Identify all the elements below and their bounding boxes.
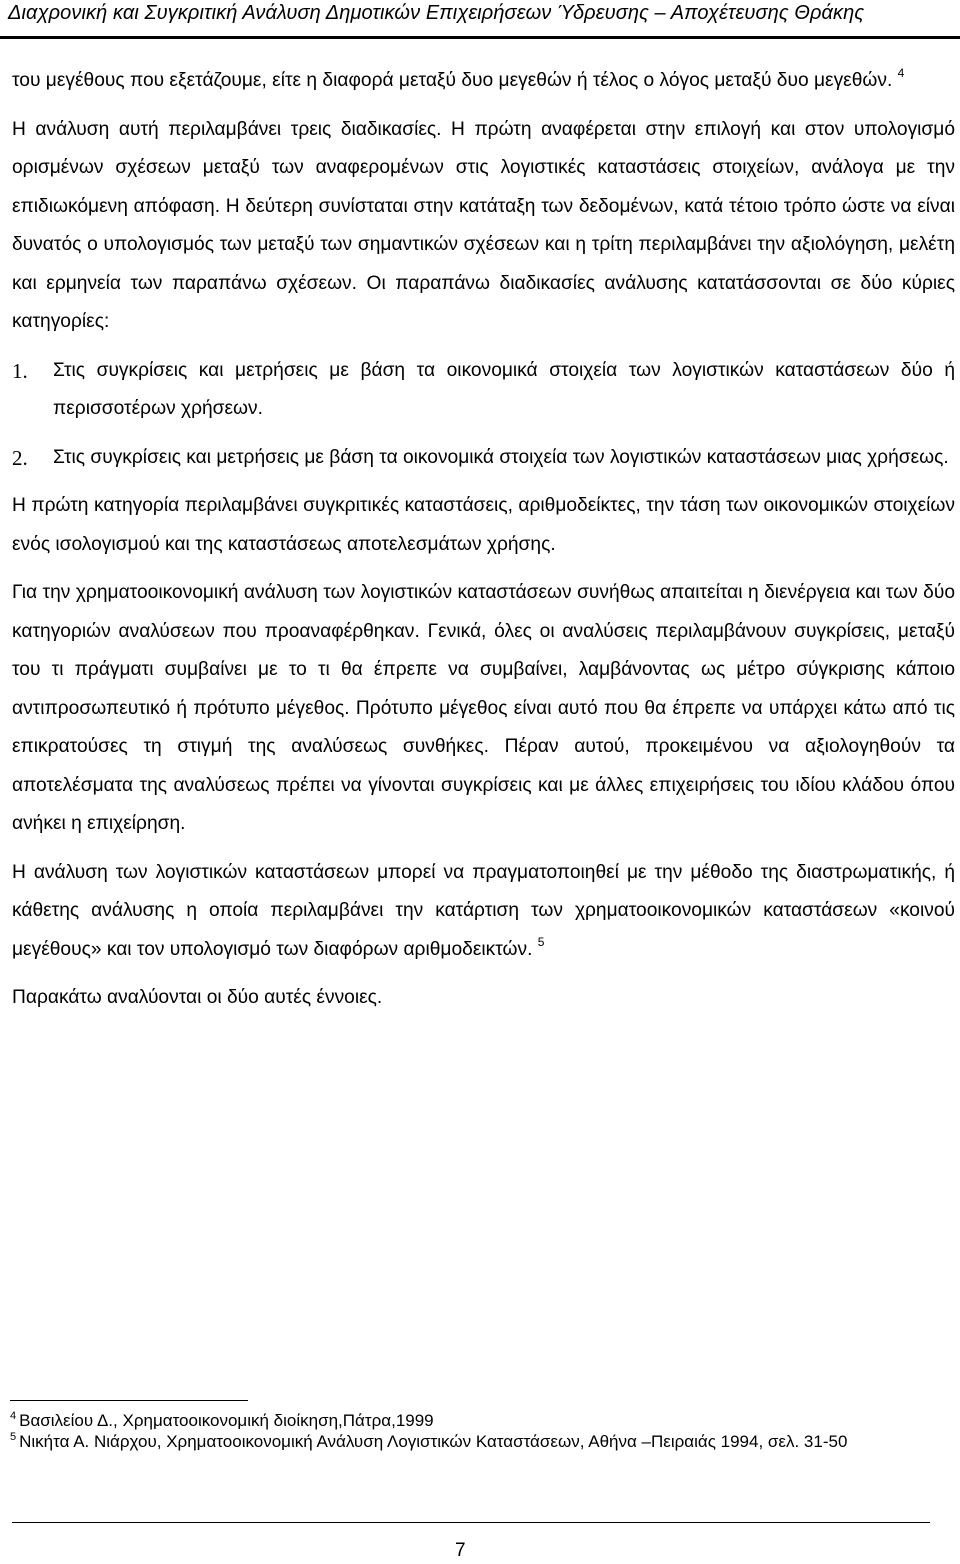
paragraph-3: Η πρώτη κατηγορία περιλαμβάνει συγκριτικές καταστάσεις, αριθμοδείκτες, την τάση των οικονομικών στοιχείων ενός ισολογισμού και της καταστάσεως αποτελεσμάτων χρήσης. xyxy=(12,495,955,555)
footnote-text: Βασιλείου Δ., Χρηματοοικονομική διοίκηση,Πάτρα,1999 xyxy=(19,1411,434,1430)
footer-divider xyxy=(12,1522,930,1523)
footnote-4 xyxy=(10,1410,940,1431)
header-title: Διαχρονική και Συγκριτική Ανάλυση Δημοτικών Επιχειρήσεων Ύδρευσης – Αποχέτευσης Θράκης xyxy=(8,2,865,24)
paragraph-6: Παρακάτω αναλύονται οι δύο αυτές έννοιες. xyxy=(12,987,383,1008)
footnote-number: 4 xyxy=(10,1410,17,1422)
paragraph-1 xyxy=(12,62,955,101)
list-item xyxy=(12,439,955,478)
footnotes xyxy=(10,1400,940,1452)
footnote-divider xyxy=(10,1400,248,1401)
footnote-ref-5[interactable]: 5 xyxy=(537,934,545,949)
running-header xyxy=(0,0,960,26)
numbered-list xyxy=(12,352,955,478)
paragraph-5-text: Η ανάλυση των λογιστικών καταστάσεων μπορεί να πραγματοποιηθεί με την μέθοδο της διαστρωματικής, ή κάθετης ανάλυσης η οποία περιλαμβάνει την κατάρτιση των χρηματοοικονομικών καταστάσεων «κοινού μεγέθους» και τον υπολογισμό των διαφόρων αριθμοδεικτών. xyxy=(12,861,955,960)
paragraph-1-text: του μεγέθους που εξετάζουμε, είτε η διαφορά μεταξύ δυο μεγεθών ή τέλος ο λόγος μεταξύ δυο μεγεθών. xyxy=(12,70,893,91)
page-number: 7 xyxy=(455,1540,466,1561)
list-item-text: Στις συγκρίσεις και μετρήσεις με βάση τα οικονομικά στοιχεία των λογιστικών καταστάσεων δύο ή περισσοτέρων χρήσεων. xyxy=(53,359,955,419)
footnote-text: Νικήτα Α. Νιάρχου, Χρηματοοικονομική Ανάλυση Λογιστικών Καταστάσεων, Αθήνα –Πειραιάς 1994, σελ. 31-50 xyxy=(19,1432,848,1451)
document-body xyxy=(12,62,955,1018)
footnote-5 xyxy=(10,1431,940,1452)
footnote-ref-4[interactable]: 4 xyxy=(897,66,905,80)
list-item xyxy=(12,352,955,429)
paragraph-5 xyxy=(12,854,955,970)
list-item-number: 2. xyxy=(12,445,28,470)
paragraph-2: Η ανάλυση αυτή περιλαμβάνει τρεις διαδικασίες. Η πρώτη αναφέρεται στην επιλογή και στον υπολογισμό ορισμένων σχέσεων μεταξύ των αναφερομένων στις λογιστικές καταστάσεις στοιχείων, ανάλογα με την επιδιωκόμενη απόφαση. Η δεύτερη συνίσταται στην κατάταξη των δεδομένων, κατά τέτοιο τρόπο ώστε να είναι δυνατός ο υπολογισμός των μεταξύ των σημαντικών σχέσεων και η τρίτη περιλαμβάνει την αξιολόγηση, μελέτη και ερμηνεία των παραπάνω σχέσεων. Οι παραπάνω διαδικασίες ανάλυσης κατατάσσονται σε δύο κύριες κατηγορίες: xyxy=(12,118,955,332)
paragraph-4: Για την χρηματοοικονομική ανάλυση των λογιστικών καταστάσεων συνήθως απαιτείται η διενέργεια και των δύο κατηγοριών αναλύσεων που προαναφέρθηκαν. Γενικά, όλες οι αναλύσεις περιλαμβάνουν συγκρίσεις, μεταξύ του τι πράγματι συμβαίνει με το τι θα έπρεπε να συμβαίνει, λαμβάνοντας ως μέτρο σύγκρισης κάποιο αντιπροσωπευτικό ή πρότυπο μέγεθος. Πρότυπο μέγεθος είναι αυτό που θα έπρεπε να υπάρχει κάτω από τις επικρατούσες τη στιγμή της αναλύσεως συνθήκες. Πέραν αυτού, προκειμένου να αξιολογηθούν τα αποτελέσματα της αναλύσεως πρέπει να γίνονται συγκρίσεις και με άλλες επιχειρήσεις του ιδίου κλάδου όπου ανήκει η επιχείρηση. xyxy=(12,582,955,834)
header-divider xyxy=(0,36,960,39)
footnote-number: 5 xyxy=(10,1431,17,1443)
list-item-number: 1. xyxy=(12,358,28,383)
list-item-text: Στις συγκρίσεις και μετρήσεις με βάση τα οικονομικά στοιχεία των λογιστικών καταστάσεων μιας χρήσεως. xyxy=(53,446,949,468)
